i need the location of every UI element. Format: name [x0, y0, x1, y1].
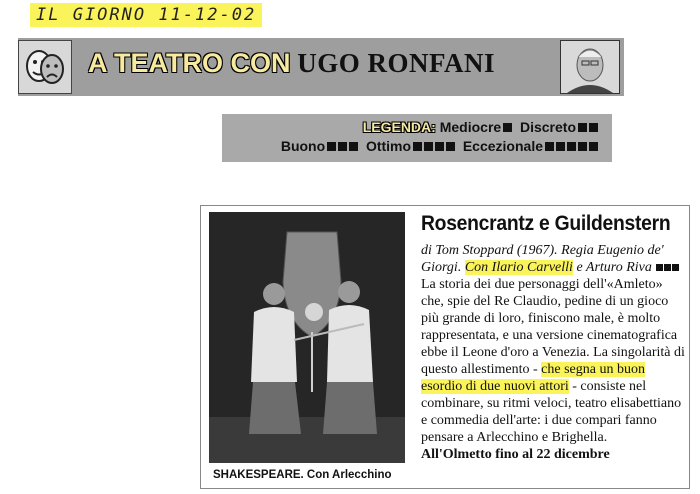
body-text-part-1: La storia dei due personaggi dell'«Amleto» che, spie del Re Claudio, pedine di un gioco più grande di loro, finiscono male, è molto rappresentata, e una versione cinematografica ebbe il Leone d'oro a Venezia. La singolarità di questo allestimento -	[421, 277, 685, 377]
rating-square-icon	[435, 142, 444, 151]
stage-photo	[209, 212, 405, 463]
rating-square-icon	[589, 142, 598, 151]
banner-prefix: A TEATRO CON	[88, 48, 291, 78]
date-stamp: IL GIORNO 11-12-02	[30, 3, 262, 27]
rating-square-icon	[338, 142, 347, 151]
legend-label-ottimo: Ottimo	[365, 138, 412, 154]
rating-square-icon	[578, 142, 587, 151]
legend-label-buono: Buono	[280, 138, 326, 154]
credits-highlighted-cast: Con Ilario Carvelli	[464, 260, 573, 275]
rating-square-icon	[446, 142, 455, 151]
rating-legend	[222, 114, 612, 162]
banner-author-name: UGO RONFANI	[297, 48, 495, 78]
rating-square-icon	[589, 123, 598, 132]
legend-title: LEGENDA:	[362, 119, 436, 135]
rating-square-icon	[413, 142, 422, 151]
theater-masks-logo	[18, 40, 72, 94]
performance-dates: All'Olmetto fino al 22 dicembre	[421, 447, 610, 462]
credits-text: di Tom Stoppard (1967). Regia Eugenio de' Giorgi.	[421, 243, 664, 275]
rating-square-icon	[556, 142, 565, 151]
rating-square-icon	[349, 142, 358, 151]
column-banner	[18, 38, 624, 96]
rating-square-icon	[578, 123, 587, 132]
rating-square-icon	[672, 264, 679, 271]
rating-square-icon	[545, 142, 554, 151]
article-body	[421, 276, 687, 446]
credits-tail: e Arturo Riva	[576, 260, 652, 275]
rating-square-icon	[664, 264, 671, 271]
rating-square-icon	[503, 123, 512, 132]
legend-label-eccezionale: Eccezionale	[462, 138, 543, 154]
author-portrait-photo	[560, 40, 620, 94]
photo-caption: SHAKESPEARE. Con Arlecchino	[213, 469, 392, 481]
body-text-part-2: - consiste nel combinare, su ritmi veloci, teatro elisabettiano e commedia dell'arte: i due compari fanno pensare a Arlecchino e Brighella.	[421, 379, 682, 445]
article-credits	[421, 242, 687, 276]
rating-square-icon	[656, 264, 663, 271]
body-highlighted-phrase: che segna un buon esordio di due nuovi attori	[421, 362, 645, 394]
legend-label-mediocre: Mediocre	[439, 119, 502, 135]
article-text	[421, 212, 687, 463]
rating-square-icon	[327, 142, 336, 151]
legend-label-discreto: Discreto	[519, 119, 576, 135]
review-article	[200, 205, 690, 489]
banner-title	[88, 48, 495, 79]
article-headline: Rosencrantz e Guildenstern	[421, 212, 671, 235]
rating-square-icon	[567, 142, 576, 151]
rating-square-icon	[424, 142, 433, 151]
